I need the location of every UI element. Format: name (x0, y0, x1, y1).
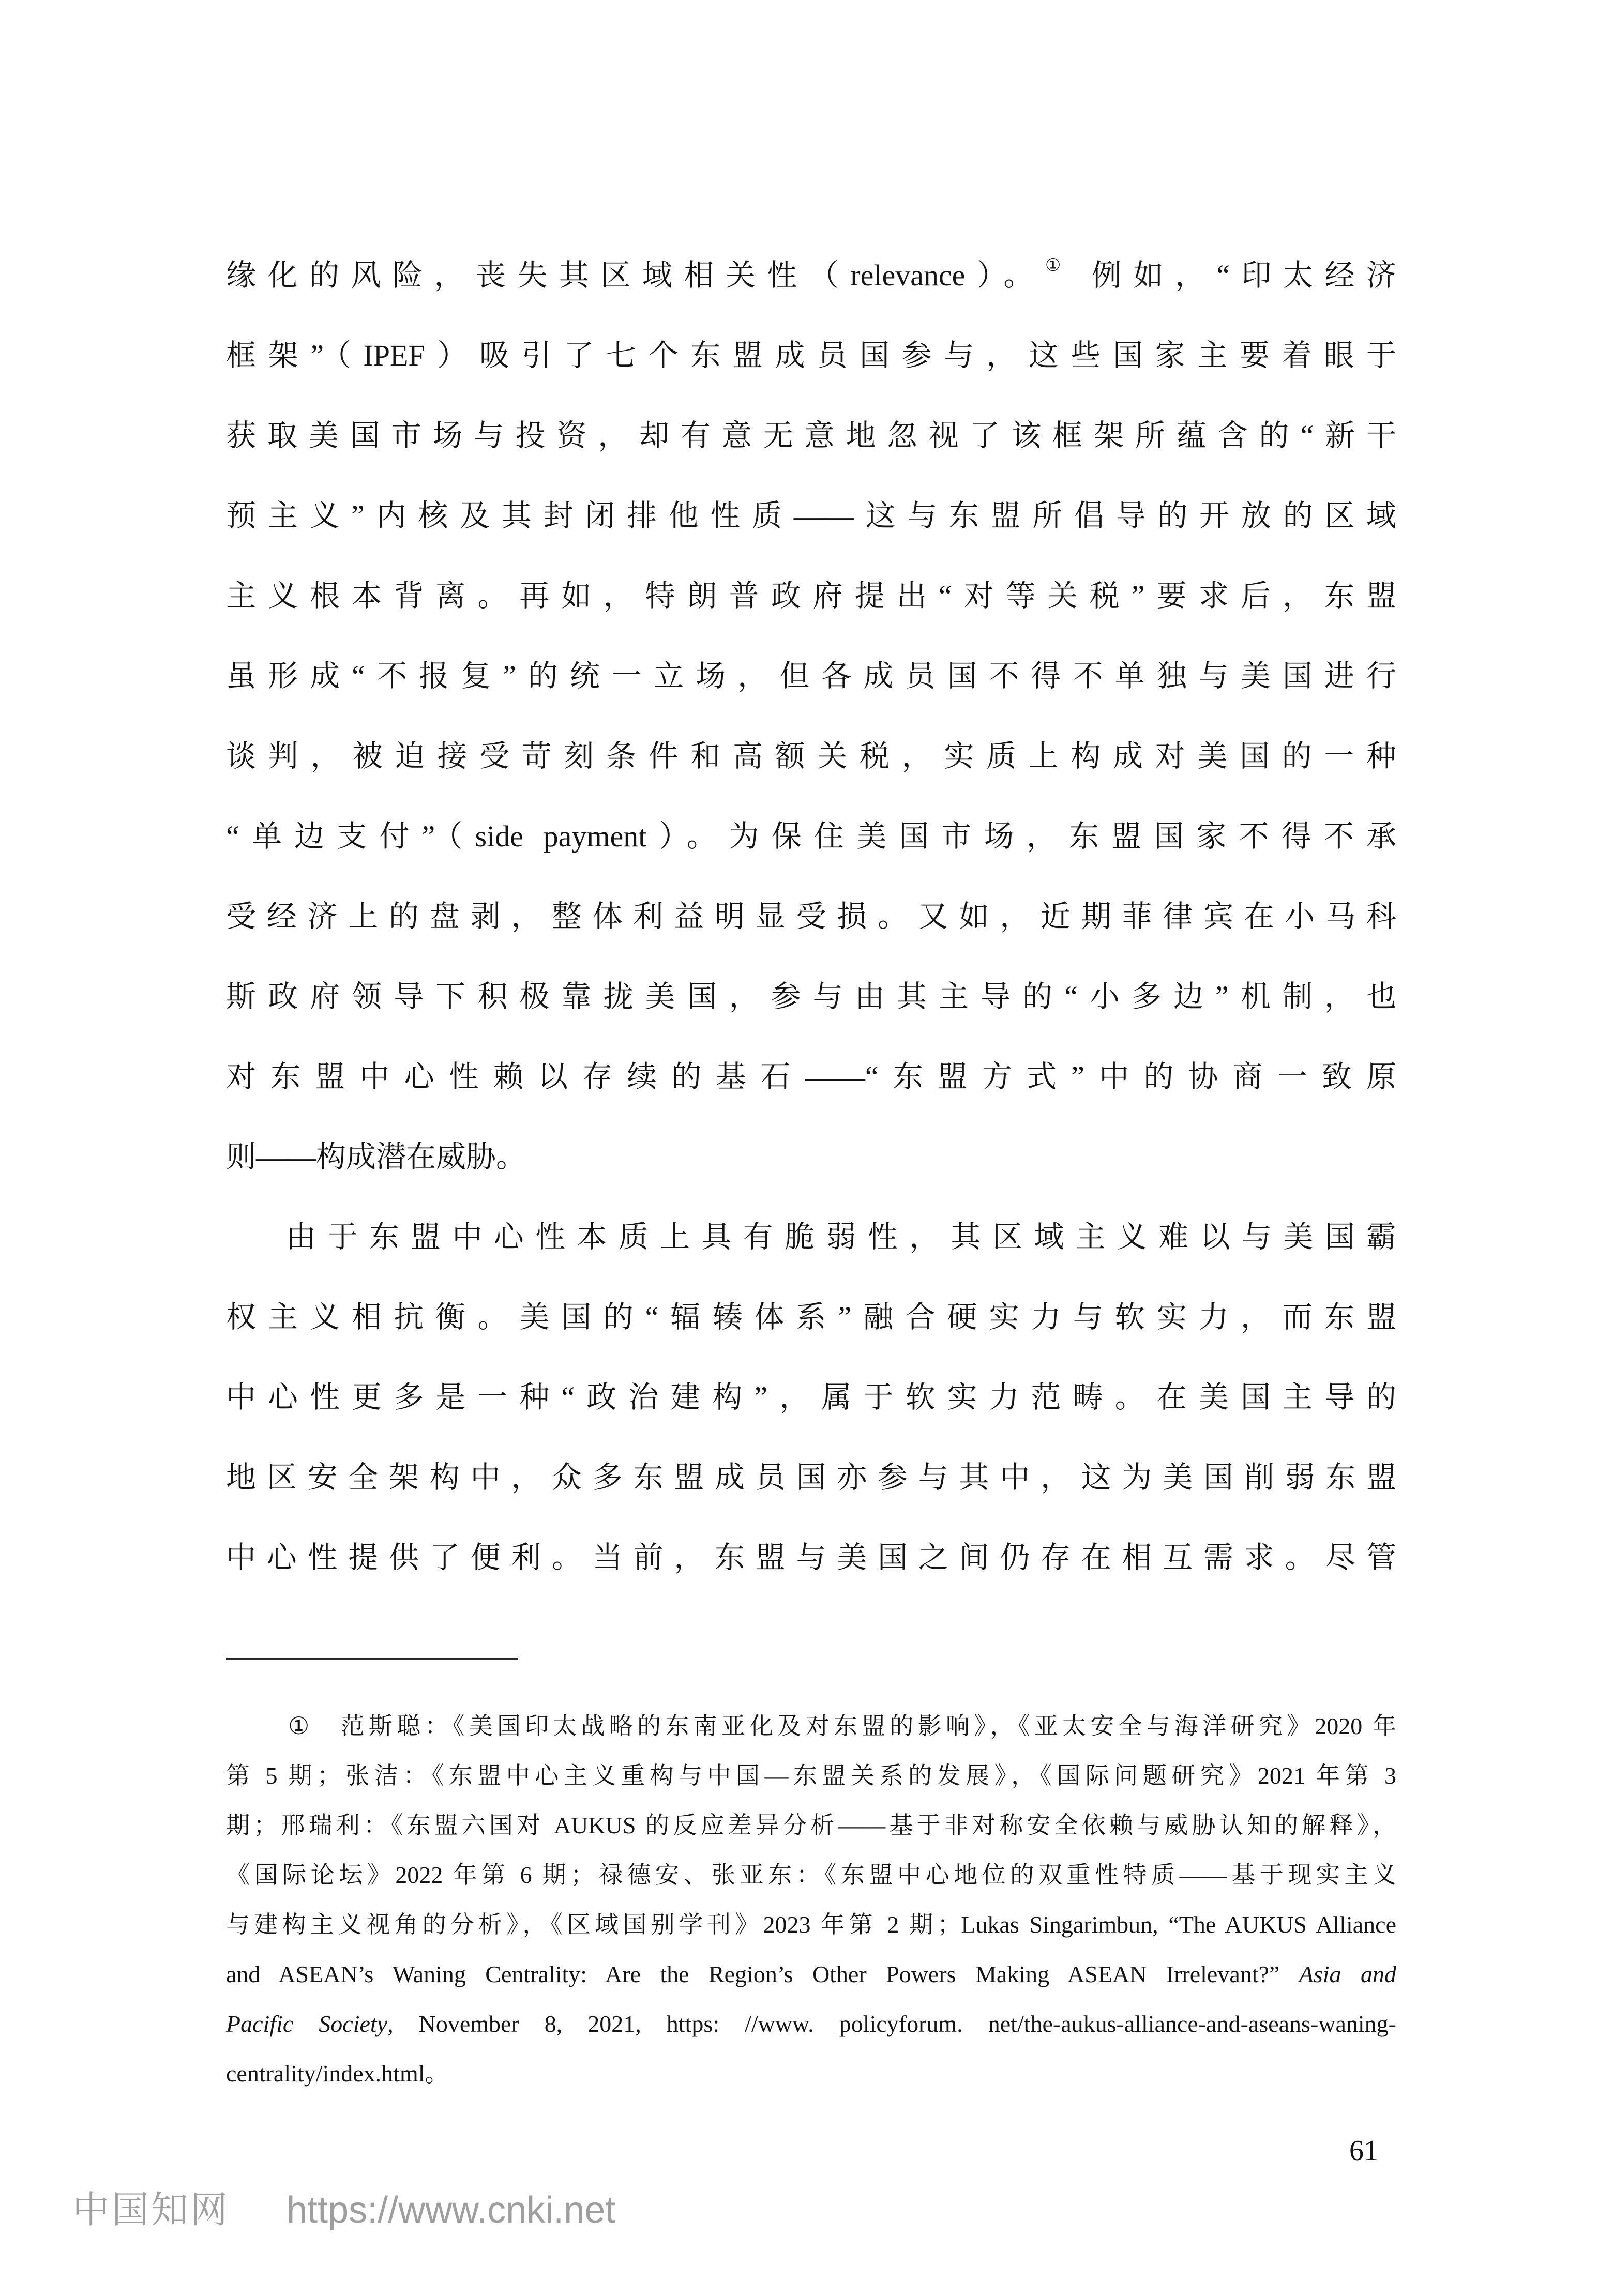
text-line: 由于东盟中心性本质上具有脆弱性，其区域主义难以与美国霸 (286, 1220, 1396, 1254)
footnotes (226, 1701, 1396, 2099)
cnki-watermark (72, 2188, 615, 2232)
text-line: 中心性更多是一种“政治建构”，属于软实力范畴。在美国主导的 (226, 1380, 1396, 1414)
text-line: 中心性提供了便利。当前，东盟与美国之间仍存在相互需求。尽管 (226, 1541, 1396, 1574)
text-line: 框架”（IPEF）吸引了七个东盟成员国参与，这些国家主要着眼于 (226, 339, 1396, 372)
text-line: 则——构成潜在威胁。 (226, 1140, 526, 1174)
footnote-line: 《国际论坛》2022 年第 6 期；禄德安、张亚东：《东盟中心地位的双重性特质——基于现实主义 (226, 1862, 1396, 1888)
text-segment: 缘化的风险，丧失其区域相关性（relevance）。 (226, 259, 1045, 292)
footnote-line (226, 1950, 1396, 1999)
cnki-brand-text: 中国知网 (72, 2189, 230, 2231)
footnote-line: 期；邢瑞利：《东盟六国对 AUKUS 的反应差异分析——基于非对称安全依赖与威胁认知的解释》， (226, 1812, 1396, 1838)
text-line: 权主义相抗衡。美国的“辐辏体系”融合硬实力与软实力，而东盟 (226, 1300, 1396, 1334)
footnote-text: 范斯聪：《美国印太战略的东南亚化及对东盟的影响》，《亚太安全与海洋研究》2020 年 (340, 1713, 1396, 1739)
footnote-line: centrality/index.html。 (226, 2060, 449, 2087)
text-line: 地区安全架构中，众多东盟成员国亦参与其中，这为美国削弱东盟 (226, 1461, 1396, 1494)
footnote-marker: ① (288, 1713, 314, 1739)
footnote-line (226, 1999, 1396, 2049)
footnote-text: and ASEAN’s Waning Centrality: Are the Region’s Other Powers Making ASEAN Irrelevant?” (226, 1961, 1299, 1987)
cnki-url: https://www.cnki.net (287, 2189, 616, 2231)
text-line: 谈判，被迫接受苛刻条件和高额关税，实质上构成对美国的一种 (226, 739, 1396, 773)
footnote-line (226, 1701, 1396, 1751)
body-text (226, 235, 1396, 1598)
text-line: 获取美国市场与投资，却有意无意地忽视了该框架所蕴含的“新干 (226, 419, 1396, 452)
text-line: 斯政府领导下积极靠拢美国，参与由其主导的“小多边”机制，也 (226, 980, 1396, 1013)
footnote-journal-title: Asia and (1299, 1961, 1396, 1987)
text-line (226, 235, 1396, 315)
footnote-text: , November 8, 2021, https: //www. policyforum. net/the-aukus-alliance-and-aseans-waning- (387, 2011, 1396, 2037)
text-segment: 例如，“印太经济 (1072, 259, 1396, 292)
page-number: 61 (1349, 2135, 1378, 2167)
text-line: 对东盟中心性赖以存续的基石——“东盟方式”中的协商一致原 (226, 1060, 1396, 1093)
footnote-ref: ① (1045, 256, 1073, 275)
text-line: 预主义”内核及其封闭排他性质——这与东盟所倡导的开放的区域 (226, 499, 1396, 533)
footnote-separator (226, 1658, 518, 1660)
footnote-journal-title: Pacific Society (226, 2011, 388, 2037)
text-line: 受经济上的盘剥，整体利益明显受损。又如，近期菲律宾在小马科 (226, 900, 1396, 933)
footnote-line: 第 5 期；张洁：《东盟中心主义重构与中国—东盟关系的发展》，《国际问题研究》2021 年第 3 (226, 1762, 1396, 1789)
text-line: 虽形成“不报复”的统一立场，但各成员国不得不单独与美国进行 (226, 659, 1396, 693)
text-line: 主义根本背离。再如，特朗普政府提出“对等关税”要求后，东盟 (226, 579, 1396, 613)
footnote-line: 与建构主义视角的分析》，《区域国别学刊》2023 年第 2 期；Lukas Singarimbun, “The AUKUS Alliance (226, 1911, 1396, 1938)
text-line: “单边支付”（side payment）。为保住美国市场，东盟国家不得不承 (226, 819, 1396, 853)
